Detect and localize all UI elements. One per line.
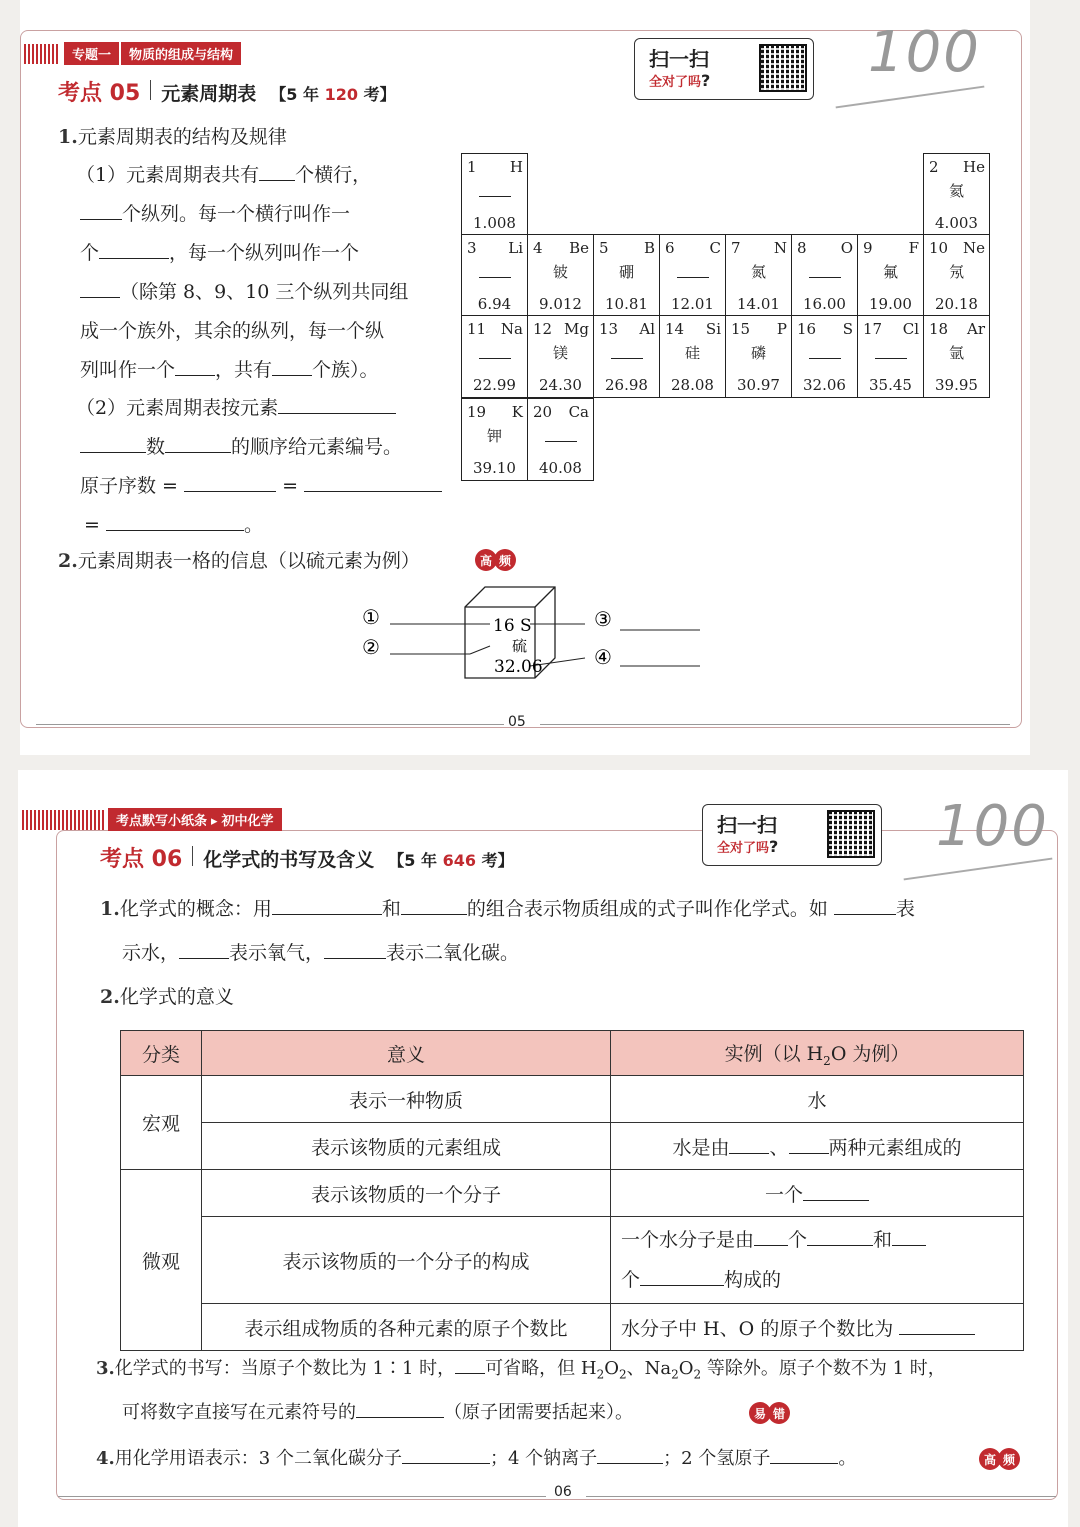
formula-meaning-table xyxy=(120,1030,1024,1351)
scan-label: 扫一扫 xyxy=(717,813,777,837)
label-2: ② xyxy=(362,635,380,659)
atomic-mass: 19.00 xyxy=(869,295,912,313)
atomic-number: 6 xyxy=(665,239,675,257)
answer-blank[interactable] xyxy=(184,471,276,492)
element-cell-b xyxy=(593,234,660,317)
q1-line-6: 列叫作一个 ，共有 个族）。 xyxy=(80,351,379,389)
scan-qr-box[interactable] xyxy=(702,804,882,866)
element-name: 氖 xyxy=(948,263,964,281)
atomic-mass: 28.08 xyxy=(671,376,714,394)
atomic-mass: 1.008 xyxy=(473,214,516,232)
scan-sublabel: 全对了吗? xyxy=(717,837,779,856)
banner-stripes xyxy=(22,810,104,830)
atomic-number: 9 xyxy=(863,239,873,257)
banner-topic: 专题一 xyxy=(64,42,119,65)
chevron-right-icon: ▸ xyxy=(211,814,218,829)
answer-blank[interactable] xyxy=(875,358,907,359)
meaning-cell: 表示该物质的元素组成 xyxy=(202,1123,611,1170)
answer-blank[interactable] xyxy=(479,277,511,278)
q1-line-7: （2）元素周期表按元素 xyxy=(76,389,396,427)
atomic-number: 11 xyxy=(467,320,487,338)
element-cell-h xyxy=(461,153,528,236)
atomic-mass: 6.94 xyxy=(477,295,512,313)
element-name: 氟 xyxy=(882,263,898,281)
atomic-number: 3 xyxy=(467,239,477,257)
atomic-mass: 24.30 xyxy=(539,376,582,394)
element-name: 钾 xyxy=(486,427,502,445)
category-macro: 宏观 xyxy=(121,1076,202,1170)
element-cell-ar xyxy=(923,315,990,398)
atomic-number: 12 xyxy=(533,320,553,338)
element-cell-al xyxy=(593,315,660,398)
answer-blank[interactable] xyxy=(304,471,442,492)
section-title: 元素周期表 xyxy=(161,83,257,105)
error-prone-badge: 易 错 xyxy=(752,1402,790,1424)
atomic-mass: 22.99 xyxy=(473,376,516,394)
answer-blank[interactable] xyxy=(899,1314,975,1335)
element-cell-na xyxy=(461,315,528,398)
divider xyxy=(150,80,151,100)
answer-blank[interactable] xyxy=(754,1225,788,1246)
cell-mass: 32.06 xyxy=(494,657,543,677)
label-4: ④ xyxy=(594,645,612,669)
element-cell-cl xyxy=(857,315,924,398)
q1-line-4: （除第 8、9、10 三个纵列共同组 xyxy=(80,273,408,311)
element-cell-li xyxy=(461,234,528,317)
answer-blank[interactable] xyxy=(401,894,467,915)
label-1: ① xyxy=(362,605,380,629)
atomic-mass: 10.81 xyxy=(605,295,648,313)
element-cell-be xyxy=(527,234,594,317)
header-category: 分类 xyxy=(121,1031,202,1076)
meaning-cell: 表示该物质的一个分子 xyxy=(202,1170,611,1217)
element-cell-c xyxy=(659,234,726,317)
atomic-number: 10 xyxy=(929,239,949,257)
element-symbol: Al xyxy=(639,320,655,338)
answer-blank[interactable] xyxy=(729,1133,769,1154)
answer-blank[interactable] xyxy=(611,358,643,359)
topic-banner xyxy=(22,808,282,831)
question-1-cont: 示水， 表示氧气， 表示二氧化碳。 xyxy=(122,934,519,972)
banner-subject: 物质的组成与结构 xyxy=(121,42,241,65)
atomic-mass: 35.45 xyxy=(869,376,912,394)
frequency-badge: 【5 年 646 考】 xyxy=(388,851,514,870)
question-3: 3.化学式的书写：当原子个数比为 1∶1 时， 可省略，但 $H_2O_2$、$Na_2O_2$ 等除外。原子个数不为 1 时， xyxy=(96,1350,946,1394)
category-micro: 微观 xyxy=(121,1170,202,1351)
element-symbol: Ca xyxy=(568,403,589,421)
answer-blank[interactable] xyxy=(175,355,215,376)
answer-blank[interactable] xyxy=(99,238,169,259)
q1-line-9: 原子序数 = = xyxy=(80,467,442,505)
element-symbol: Mg xyxy=(564,320,589,338)
banner-part-1: 考点默写小纸条 ▸ 初中化学 xyxy=(108,808,282,831)
answer-blank[interactable] xyxy=(278,393,396,414)
element-symbol: Si xyxy=(705,320,721,338)
element-symbol: Li xyxy=(508,239,523,257)
question-4: 4.用化学用语表示：3 个二氧化碳分子 ；4 个钠离子 ；2 个氢原子 。 xyxy=(96,1440,856,1478)
atomic-mass: 30.97 xyxy=(737,376,780,394)
atomic-number: 5 xyxy=(599,239,609,257)
answer-blank[interactable] xyxy=(356,1397,444,1418)
qr-code-icon[interactable] xyxy=(827,810,875,858)
element-symbol: K xyxy=(511,403,523,421)
atomic-mass: 9.012 xyxy=(539,295,582,313)
element-name: 铍 xyxy=(552,263,568,281)
element-symbol: He xyxy=(963,158,985,176)
page-number: 05 xyxy=(508,714,526,730)
answer-blank[interactable] xyxy=(809,277,841,278)
element-symbol: C xyxy=(709,239,721,257)
question-2-title: 2.元素周期表一格的信息（以硫元素为例） xyxy=(58,550,420,572)
atomic-number: 15 xyxy=(731,320,751,338)
scan-label: 扫一扫 xyxy=(649,47,709,71)
element-symbol: S xyxy=(842,320,853,338)
high-frequency-badge: 高 频 xyxy=(478,549,516,571)
meaning-cell: 表示该物质的一个分子的构成 xyxy=(202,1217,611,1304)
banner-stripes xyxy=(24,44,60,64)
atomic-number: 16 xyxy=(797,320,817,338)
table-border xyxy=(527,234,923,235)
element-symbol: Ne xyxy=(962,239,985,257)
answer-blank[interactable] xyxy=(479,196,511,197)
atomic-number: 18 xyxy=(929,320,949,338)
high-frequency-badge: 高 频 xyxy=(982,1448,1020,1470)
answer-blank[interactable] xyxy=(834,894,896,915)
topic-banner xyxy=(24,42,241,65)
element-symbol: Ar xyxy=(966,320,985,338)
handwritten-score: 100 xyxy=(936,794,1049,859)
question-1-title: 1.元素周期表的结构及规律 xyxy=(58,126,287,148)
atomic-mass: 26.98 xyxy=(605,376,648,394)
answer-blank[interactable] xyxy=(259,160,295,181)
question-1: 1.化学式的概念：用 和 的组合表示物质组成的式子叫作化学式。如 表 xyxy=(100,890,915,928)
answer-blank[interactable] xyxy=(789,1133,829,1154)
element-name: 硼 xyxy=(618,263,634,281)
atomic-number: 8 xyxy=(797,239,807,257)
section-code: 考点 05 xyxy=(58,81,141,106)
element-cell-p xyxy=(725,315,792,398)
element-cell-diagram xyxy=(340,580,700,690)
answer-blank[interactable] xyxy=(807,1225,873,1246)
element-name: 硅 xyxy=(684,344,700,362)
answer-blank[interactable] xyxy=(677,277,709,278)
element-symbol: P xyxy=(776,320,787,338)
meaning-cell: 表示一种物质 xyxy=(202,1076,611,1123)
atomic-mass: 20.18 xyxy=(935,295,978,313)
element-name: 氮 xyxy=(750,263,766,281)
page-05 xyxy=(20,0,1030,755)
element-symbol: Na xyxy=(500,320,523,338)
answer-blank[interactable] xyxy=(402,1443,490,1464)
answer-blank[interactable] xyxy=(272,355,312,376)
element-name: 氦 xyxy=(948,182,964,200)
answer-blank[interactable] xyxy=(165,432,231,453)
q1-line-10: = 。 xyxy=(84,506,263,544)
header-meaning: 意义 xyxy=(202,1031,611,1076)
atomic-number: 1 xyxy=(467,158,477,176)
atomic-mass: 32.06 xyxy=(803,376,846,394)
element-symbol: O xyxy=(840,239,853,257)
element-symbol: B xyxy=(643,239,655,257)
atomic-number: 17 xyxy=(863,320,883,338)
answer-blank[interactable] xyxy=(770,1443,838,1464)
label-3: ③ xyxy=(594,607,612,631)
atomic-number: 7 xyxy=(731,239,741,257)
answer-blank[interactable] xyxy=(324,938,386,959)
answer-blank[interactable] xyxy=(272,894,382,915)
q1-line-3: 个 ，每一个纵列叫作一个 xyxy=(80,234,359,272)
element-cell-k xyxy=(461,398,528,481)
page-number: 06 xyxy=(554,1484,572,1500)
answer-blank[interactable] xyxy=(597,1443,663,1464)
atomic-mass: 39.95 xyxy=(935,376,978,394)
header-example: 实例（以 $H_2O$ 为例） xyxy=(611,1031,1024,1076)
section-heading xyxy=(100,842,514,873)
q1-line-1: （1）元素周期表共有 个横行， xyxy=(76,156,371,194)
qr-code-icon[interactable] xyxy=(759,44,807,92)
answer-blank[interactable] xyxy=(479,358,511,359)
example-cell: 一个 xyxy=(611,1170,1024,1217)
element-name: 氩 xyxy=(948,344,964,362)
answer-blank[interactable] xyxy=(545,441,577,442)
answer-blank[interactable] xyxy=(80,277,120,298)
answer-blank[interactable] xyxy=(80,432,146,453)
cell-number-symbol: 16 S xyxy=(493,616,532,636)
example-cell: 一个水分子是由 个 和 个 构成的 xyxy=(611,1217,1024,1304)
q1-line-2: 个纵列。每一个横行叫作一 xyxy=(80,195,350,233)
atomic-mass: 39.10 xyxy=(473,459,516,477)
page-06 xyxy=(18,770,1068,1527)
divider xyxy=(192,846,193,866)
atomic-number: 2 xyxy=(929,158,939,176)
atomic-number: 13 xyxy=(599,320,619,338)
atomic-mass: 4.003 xyxy=(935,214,978,232)
answer-blank[interactable] xyxy=(640,1265,724,1286)
atomic-number: 14 xyxy=(665,320,685,338)
element-symbol: Cl xyxy=(902,320,919,338)
element-symbol: N xyxy=(773,239,787,257)
element-symbol: Be xyxy=(569,239,589,257)
answer-blank[interactable] xyxy=(80,199,122,220)
atomic-number: 19 xyxy=(467,403,487,421)
answer-blank[interactable] xyxy=(455,1353,485,1374)
atomic-mass: 16.00 xyxy=(803,295,846,313)
element-cell-ca xyxy=(527,398,594,481)
element-cell-f xyxy=(857,234,924,317)
atomic-mass: 14.01 xyxy=(737,295,780,313)
answer-blank[interactable] xyxy=(106,510,244,531)
scan-qr-box[interactable] xyxy=(634,38,814,100)
section-code: 考点 06 xyxy=(100,847,183,872)
example-cell: 水是由 、 两种元素组成的 xyxy=(611,1123,1024,1170)
element-name: 镁 xyxy=(552,344,568,362)
section-heading xyxy=(58,76,396,107)
question-3-cont: 可将数字直接写在元素符号的 （原子团需要括起来）。 xyxy=(122,1394,633,1432)
q1-line-5: 成一个族外，其余的纵列，每一个纵 xyxy=(80,320,385,342)
element-cell-si xyxy=(659,315,726,398)
atomic-mass: 12.01 xyxy=(671,295,714,313)
answer-blank[interactable] xyxy=(809,358,841,359)
atomic-number: 20 xyxy=(533,403,553,421)
answer-blank[interactable] xyxy=(179,938,229,959)
cell-name: 硫 xyxy=(512,637,528,655)
element-cell-mg xyxy=(527,315,594,398)
handwritten-score: 100 xyxy=(868,20,981,85)
meaning-cell: 表示组成物质的各种元素的原子个数比 xyxy=(202,1304,611,1351)
question-2-title: 2.化学式的意义 xyxy=(100,986,234,1008)
element-cell-ne xyxy=(923,234,990,317)
atomic-mass: 40.08 xyxy=(539,459,582,477)
section-title: 化学式的书写及含义 xyxy=(203,849,375,871)
q1-line-8: 数 的顺序给元素编号。 xyxy=(80,428,402,466)
atomic-number: 4 xyxy=(533,239,543,257)
answer-blank[interactable] xyxy=(892,1225,926,1246)
element-cell-o xyxy=(791,234,858,317)
scan-sublabel: 全对了吗? xyxy=(649,71,711,90)
element-symbol: H xyxy=(509,158,523,176)
example-cell: 水分子中 H、O 的原子个数比为 xyxy=(611,1304,1024,1351)
element-cell-he xyxy=(923,153,990,236)
answer-blank[interactable] xyxy=(803,1180,869,1201)
element-name: 磷 xyxy=(750,344,766,362)
element-cell-n xyxy=(725,234,792,317)
element-cell-s xyxy=(791,315,858,398)
frequency-badge: 【5 年 120 考】 xyxy=(270,85,396,104)
example-cell: 水 xyxy=(611,1076,1024,1123)
element-symbol: F xyxy=(908,239,919,257)
